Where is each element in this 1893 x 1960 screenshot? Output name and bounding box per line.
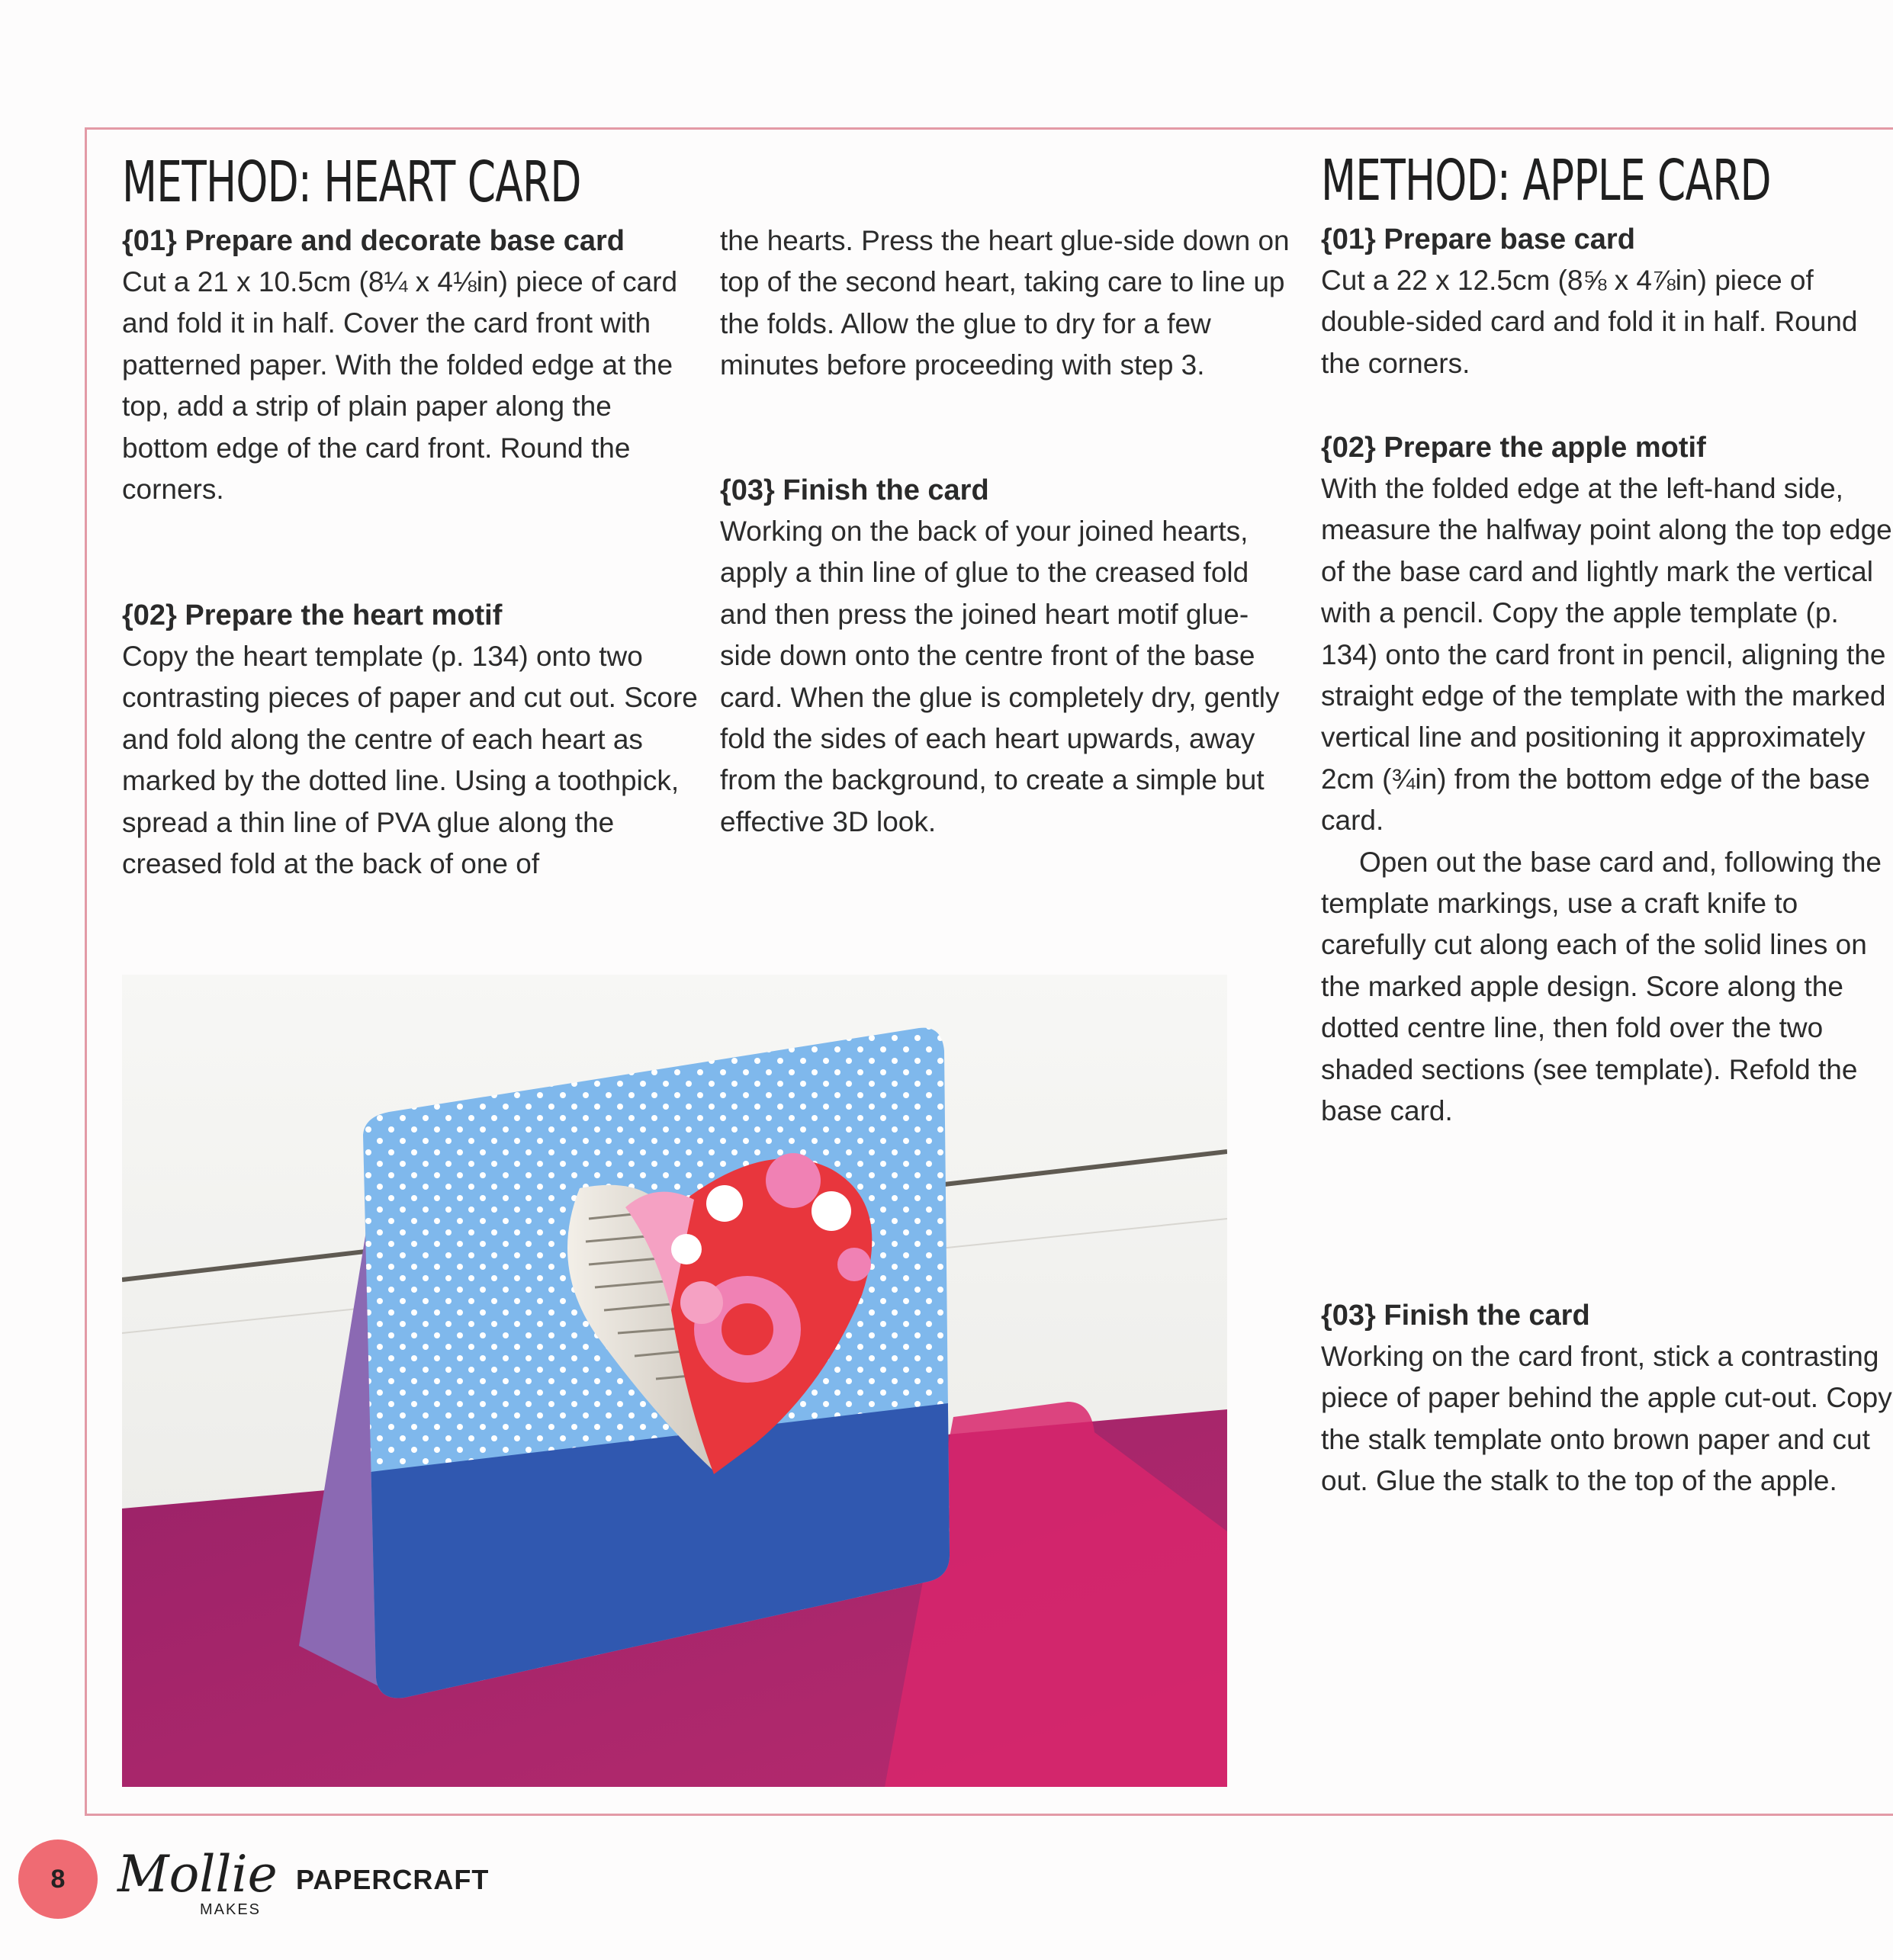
apple-step-2-body-continued: Open out the base card and, following the template markings, use a craft knife to carefully cut along each of the solid lines on the marked apple design. Score along the dotted centre line, then fold over the two shaded sections (see template). Refold the base card. — [1321, 846, 1882, 1127]
frame-bottom-rule — [85, 1814, 1893, 1816]
heart-step-3-title: {03} Finish the card — [720, 474, 989, 506]
apple-step-3-body: Working on the card front, stick a contrasting piece of paper behind the apple cut-out. Copy the stalk template onto brown paper and cut out. Glue the stalk to the top of the apple. — [1321, 1341, 1892, 1497]
apple-step-2-title: {02} Prepare the apple motif — [1321, 432, 1706, 464]
frame-top-rule — [85, 127, 1893, 130]
heart-step-3 — [720, 470, 1300, 843]
apple-step-1 — [1321, 219, 1893, 384]
apple-step-3-title: {03} Finish the card — [1321, 1300, 1590, 1332]
apple-step-1-body: Cut a 22 x 12.5cm (8⅝ x 4⅞in) piece of double-sided card and fold it in half. Round the corners. — [1321, 265, 1858, 379]
mollie-makes-logo — [114, 1838, 290, 1922]
apple-step-2-body: With the folded edge at the left-hand side, measure the halfway point along the top edge of the base card and lightly mark the vertical with a pencil. Copy the apple template (p. 134) onto the card front in pencil, aligning the straight edge of the template with the marked vertical line and positioning it approximately 2cm (¾in) from the bottom edge of the base card. — [1321, 473, 1892, 837]
heart-step-3-body: Working on the back of your joined hearts, apply a thin line of glue to the creased fold and then press the joined heart motif glue-side down onto the centre front of the base card. When the glue is completely dry, gently fold the sides of each heart upwards, away from the background, to create a simple but effective 3D look. — [720, 516, 1280, 837]
heart-step-1-body: Cut a 21 x 10.5cm (8¼ x 4⅛in) piece of card and fold it in half. Cover the card front with patterned paper. With the folded edge at the top, add a strip of plain paper along the bottom edge of the card front. Round the corners. — [122, 266, 678, 506]
apple-step-2 — [1321, 427, 1893, 1133]
section-label: PAPERCRAFT — [296, 1864, 490, 1895]
apple-step-1-title: {01} Prepare base card — [1321, 223, 1635, 255]
heart-step-2-title: {02} Prepare the heart motif — [122, 599, 503, 631]
page-number-badge: 8 — [18, 1840, 98, 1919]
frame-left-rule — [85, 127, 87, 1815]
heart-step-2-body: Copy the heart template (p. 134) onto two contrasting pieces of paper and cut out. Score and fold along the centre of each heart as marked by the dotted line. Using a toothpick, spread a thin line of PVA glue along the creased fold at the back of one of — [122, 641, 698, 880]
heart-step-1 — [122, 220, 702, 510]
heart-step-2 — [122, 595, 702, 885]
logo-submark: MAKES — [200, 1901, 262, 1918]
logo-wordmark: Mollie — [117, 1845, 278, 1904]
heart-step-2-continued — [720, 220, 1300, 387]
heart-popup-card-photo — [122, 975, 1227, 1787]
heart-card-title: METHOD: HEART CARD — [122, 149, 581, 215]
apple-card-title: METHOD: APPLE CARD — [1321, 148, 1771, 214]
apple-step-3 — [1321, 1295, 1893, 1502]
heart-step-1-title: {01} Prepare and decorate base card — [122, 225, 625, 257]
heart-step-2-continued-body: the hearts. Press the heart glue-side down on top of the second heart, taking care to line up the folds. Allow the glue to dry for a few minutes before proceeding with step 3. — [720, 225, 1290, 381]
